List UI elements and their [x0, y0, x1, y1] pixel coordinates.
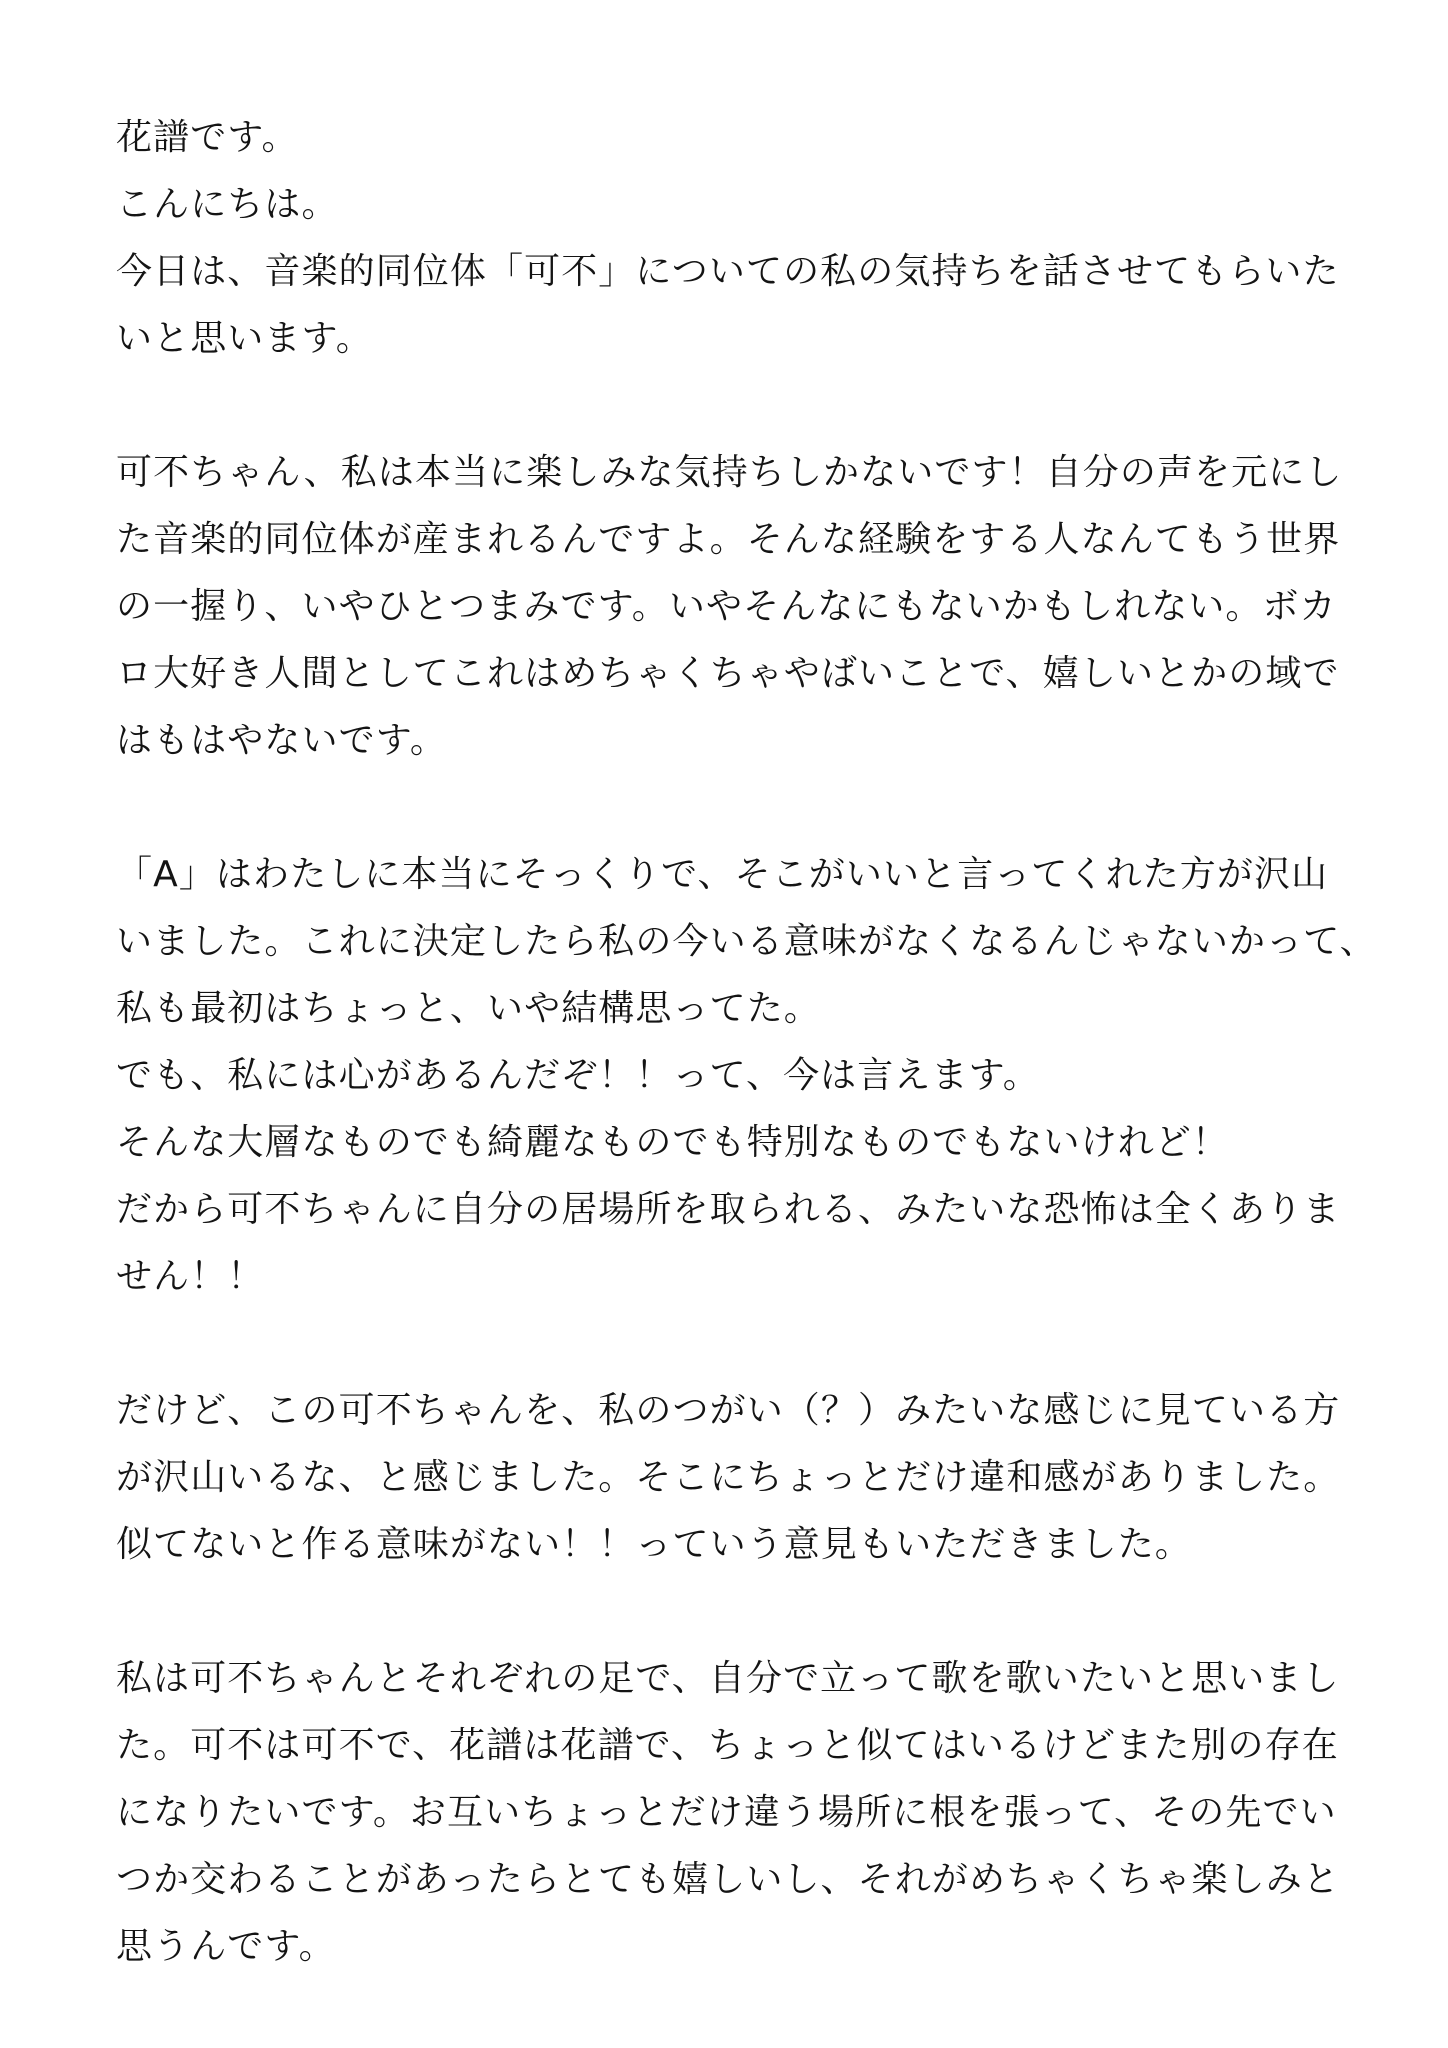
text-line: 思うんです。: [116, 1926, 336, 1967]
text-line: そんな大層なものでも綺麗なものでも特別なものでもないけれど！: [116, 1122, 1230, 1163]
text-line: になりたいです。お互いちょっとだけ違う場所に根を張って、その先でい: [116, 1792, 1337, 1833]
text-line: の一握り、いやひとつまみです。いやそんなにもないかもしれない。ボカ: [116, 586, 1337, 627]
text-line: つか交わることがあったらとても嬉しいし、それがめちゃくちゃ楽しみと: [116, 1859, 1340, 1900]
text-line: が沢山いるな、と感じました。そこにちょっとだけ違和感がありました。: [116, 1457, 1341, 1498]
text-line: 「A」はわたしに本当にそっくりで、そこがいいと言ってくれた方が沢山: [116, 854, 1329, 895]
text-line: だから可不ちゃんに自分の居場所を取られる、みたいな恐怖は全くありま: [116, 1189, 1341, 1230]
text-line: ロ大好き人間としてこれはめちゃくちゃやばいことで、嬉しいとかの域で: [116, 653, 1340, 694]
text-line: はもはやないです。: [116, 720, 448, 761]
text-line: こんにちは。: [116, 184, 339, 225]
text-line: 私は可不ちゃんとそれぞれの足で、自分で立って歌を歌いたいと思いまし: [116, 1658, 1340, 1699]
text-line: 今日は、音楽的同位体「可不」についての私の気持ちを話させてもらいた: [116, 251, 1340, 292]
text-line: た音楽的同位体が産まれるんですよ。そんな経験をする人なんてもう世界: [116, 519, 1341, 560]
text-line: 可不ちゃん、私は本当に楽しみな気持ちしかないです！自分の声を元にし: [116, 452, 1343, 493]
text-line: せん！！: [116, 1256, 265, 1297]
text-line: だけど、この可不ちゃんを、私のつがい（？）みたいな感じに見ている方: [116, 1390, 1341, 1431]
text-line: 花譜です。: [116, 117, 299, 158]
text-line: 似てないと作る意味がない！！っていう意見もいただきました。: [116, 1524, 1192, 1565]
text-line: いと思います。: [116, 318, 373, 359]
text-line: 私も最初はちょっと、いや結構思ってた。: [116, 988, 821, 1029]
text-line: でも、私には心があるんだぞ！！って、今は言えます。: [116, 1055, 1040, 1096]
text-line: いました。これに決定したら私の今いる意味がなくなるんじゃないかって、: [116, 921, 1377, 962]
text-line: た。可不は可不で、花譜は花譜で、ちょっと似てはいるけどまた別の存在: [116, 1725, 1339, 1766]
